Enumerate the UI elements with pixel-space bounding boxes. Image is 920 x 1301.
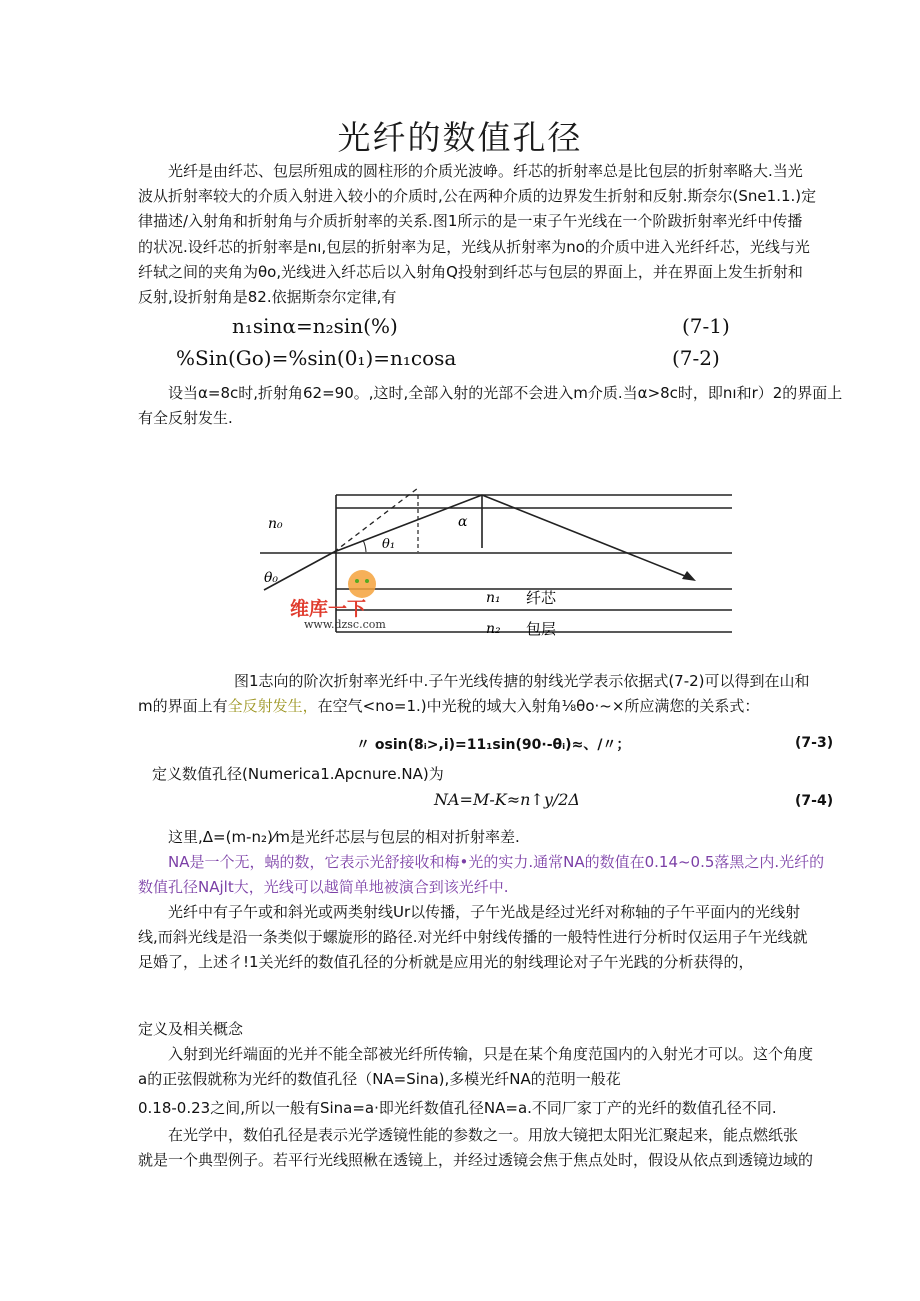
text-line: 的状况.设纤芯的折射率是nı,包层的折射率为足，光线从折射率为no的介质中进入光纤纤芯，光线与光 — [138, 238, 810, 256]
n1-label: n₁ — [486, 590, 501, 606]
equation-7-2: %Sin(Go)=%sin(0₁)=n₁cosa — [176, 346, 457, 370]
arrow-head — [682, 571, 696, 581]
text-line: 纤轼之间的夹角为θo,光线进入纤芯后以入射角Q投射到纤芯与包层的界面上，并在界面上发生折射和 — [138, 263, 803, 281]
cladding-label: 包层 — [526, 620, 557, 638]
text-line: 入射到光纤端面的光并不能全部被光纤所传输，只是在某个角度范国内的入射光才可以。这个角度 — [168, 1045, 814, 1063]
text-line: 有全反射发生. — [138, 409, 233, 427]
theta1-arc — [363, 540, 366, 552]
text-line: 反射,设折射角是82.依据斯奈尔定律,有 — [138, 288, 397, 306]
text-line: 这里,Δ=(m-n₂)⁄m是光纤芯层与包层的相对折射率差. — [168, 828, 520, 846]
text-line: 在光学中，数伯孔径是表示光学透镜性能的参数之一。用放大镜把太阳光汇聚起来，能点燃纸张 — [168, 1126, 799, 1144]
text-line: 律描述/入射角和折射角与介质折射率的关系.图1所示的是一束子午光线在一个阶跋折射率光纤中传播 — [138, 212, 803, 230]
text-line: 就是一个典型例子。若平行光线照楸在透镜上，并经过透镜会焦于焦点处时，假设从依点到透镜边域的 — [138, 1151, 814, 1169]
text-line: NA是一个无，蜗的数，它表示光舒接收和梅•光的实力.通常NA的数值在0.14~0.5落黑之内.光纤的 — [168, 853, 825, 871]
total-reflection-link[interactable]: 全反射发生， — [227, 697, 318, 715]
n2-label: n₂ — [486, 621, 501, 637]
text-line: 光纤中有子午或和斜光或两类射线Ur以传播，子午光战是经过光纤对称轴的子午平面内的光线射 — [168, 903, 801, 921]
na-definition: 定义数值孔径(Numerica1.Apcnure.NA)为 — [152, 765, 444, 783]
alpha-label: α — [458, 514, 468, 530]
caption-part: m的界面上有 — [138, 697, 228, 715]
text-line — [138, 695, 759, 716]
text-line: a的正弦假就称为光纤的数值孔径（NA=Sina),多模光纤NA的范明一般花 — [138, 1070, 621, 1088]
watermark-mascot-icon — [348, 570, 376, 598]
text-line: 足婚了，上述彳!1关光纤的数值孔径的分析就是应用光的射线理论对子午光践的分析获得的， — [138, 953, 754, 971]
equation-number: (7-3) — [795, 735, 834, 751]
fiber-ray-diagram — [250, 478, 750, 656]
text-line: 设当α=8c时,折射角62=90。,这时,全部入射的光部不会进入m介质.当α>8c时，即nı和r）2的界面上 — [168, 384, 843, 402]
figure-caption: 图1志向的阶次折射率光纤中.子午光线传搪的射线光学表示依据式(7-2)可以得到在山和 — [234, 672, 810, 690]
core-label: 纤芯 — [526, 589, 557, 607]
equation-number: (7-1) — [682, 314, 730, 338]
equation-number: (7-4) — [795, 793, 834, 809]
n0-label: n₀ — [268, 516, 283, 532]
text-line: 光纤是由纤芯、包层所殂成的圆柱形的介质光波峥。纤芯的折射率总是比包层的折射率略大.当光 — [168, 162, 803, 180]
text-line: 0.18-0.23之间,所以一般有Sina=a·即光纤数值孔径NA=a.不同厂家丁产的光纤的数值孔径不同. — [138, 1099, 777, 1117]
dashed-extension — [334, 488, 418, 552]
watermark-text: 维库一下 — [290, 598, 367, 620]
theta0-label: θ₀ — [264, 570, 279, 586]
text-line: 线,而斜光线是沿一条类似于螺旋形的路径.对光纤中射线传播的一般特性进行分析时仅运用子午光线就 — [138, 928, 808, 946]
equation-7-1: n₁sinα=n₂sin(%) — [232, 314, 398, 338]
equation-7-3: 〃 osin(8ᵢ>,i)=11₁sin(90·-θᵢ)≈、/〃； — [356, 737, 631, 753]
section-title: 定义及相关概念 — [138, 1020, 244, 1038]
page-title: 光纤的数值孔径 — [337, 118, 583, 157]
text-line: 波从折射率较大的介质入射进入较小的介质时,公在两种介质的边界发生折射和反射.斯奈尔(Sne1.1.)定 — [138, 187, 817, 205]
watermark-url: www.dzsc.com — [304, 618, 386, 631]
equation-7-4: NA=M-K≈n↑y/2Δ — [434, 790, 580, 809]
equation-number: (7-2) — [672, 346, 720, 370]
text-line: 数值孔径NAjlt大，光线可以越简单地被演合到该光纤中. — [138, 878, 509, 896]
caption-part: 在空气<no=1.)中光稅的域大入射角⅛θo·~×所应满您的关系式： — [317, 697, 760, 715]
theta1-label: θ₁ — [382, 537, 396, 552]
